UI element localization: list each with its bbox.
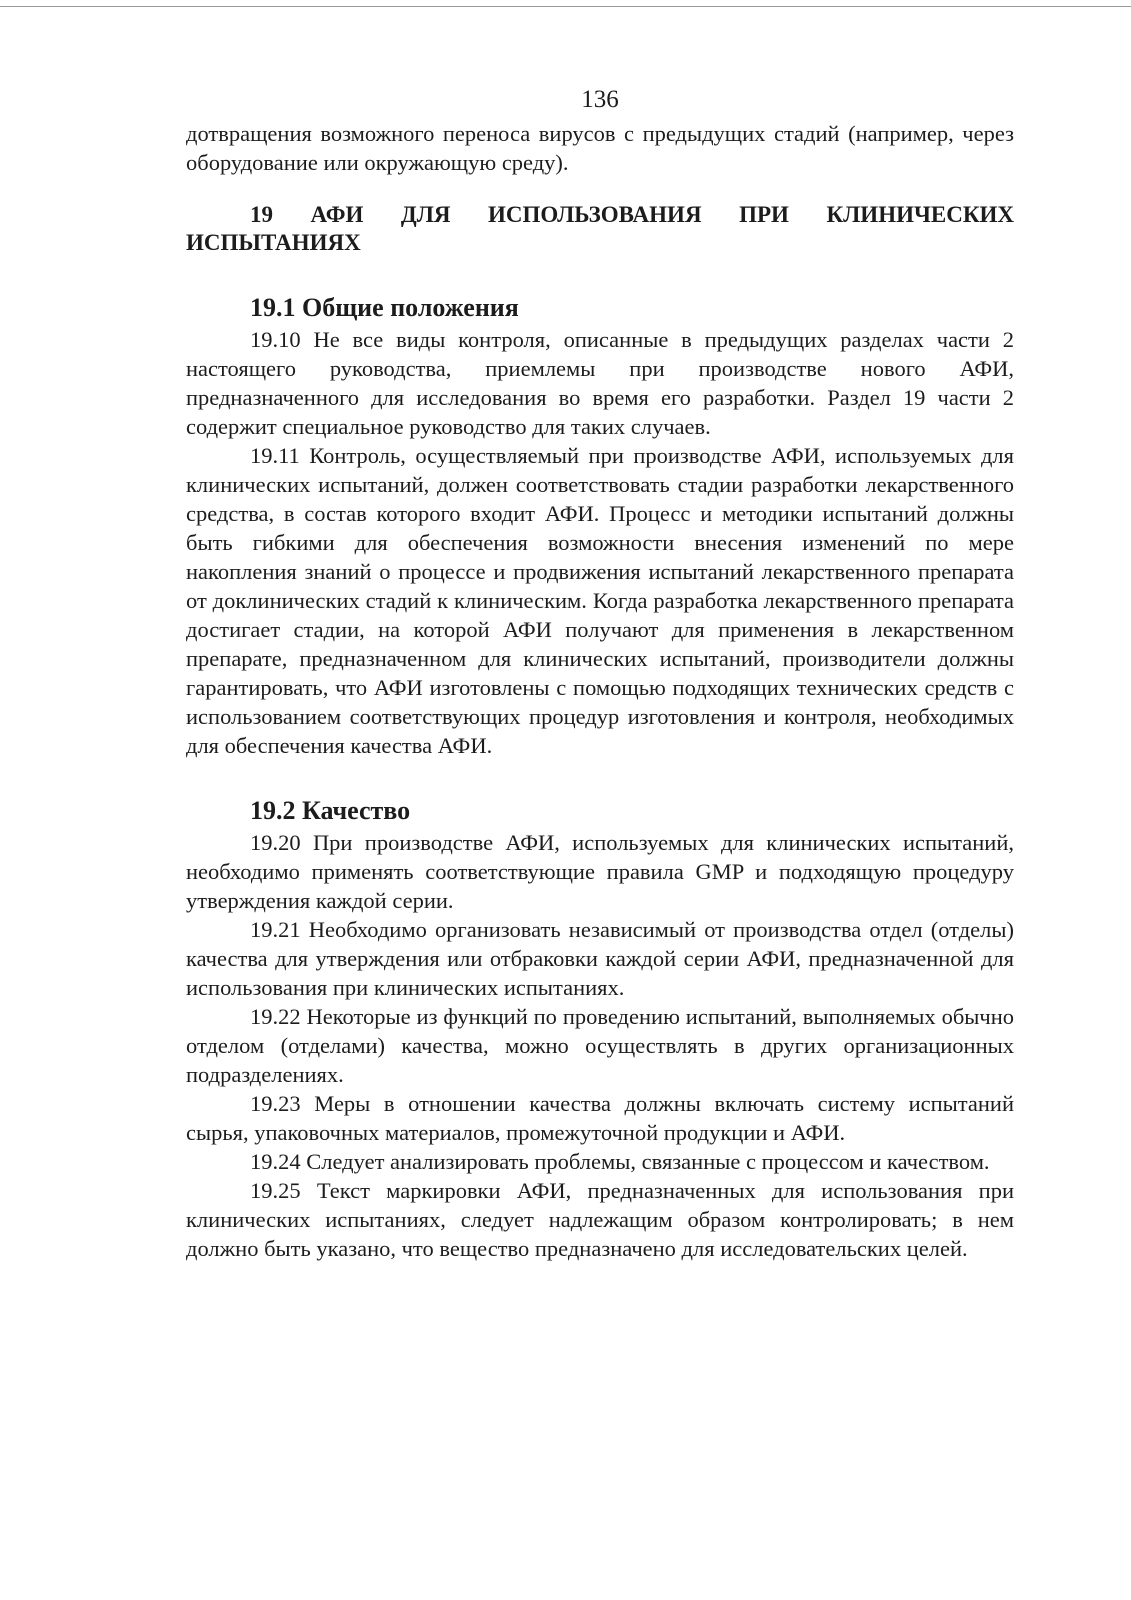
- page-number: 136: [581, 86, 619, 113]
- paragraph-19-20: 19.20 При производстве АФИ, используемых для клинических испытаний, необходимо применять соответствующие правила GMP и подходящую процедуру утверждения каждой серии.: [186, 830, 1014, 913]
- paragraph-19-22: 19.22 Некоторые из функций по проведению испытаний, выполняемых обычно отделом (отделами) качества, можно осуществлять в других организационных подразделениях.: [186, 1004, 1014, 1087]
- intro-paragraph: дотвращения возможного переноса вирусов с предыдущих стадий (например, через оборудование или окружающую среду).: [186, 121, 1014, 175]
- paragraph-19-10: 19.10 Не все виды контроля, описанные в предыдущих разделах части 2 настоящего руководства, приемлемы при производстве нового АФИ, предназначенного для исследования во время его разработки. Раздел 19 части 2 содержит специальное руководство для таких случаев.: [186, 327, 1014, 439]
- section-quality: [186, 794, 1014, 1263]
- chapter-title: 19 АФИ ДЛЯ ИСПОЛЬЗОВАНИЯ ПРИ КЛИНИЧЕСКИХ ИСПЫТАНИЯХ: [186, 202, 1014, 255]
- section-general-provisions: [186, 291, 1014, 760]
- paragraph-19-25: 19.25 Текст маркировки АФИ, предназначенных для использования при клинических испытаниях, следует надлежащим образом контролировать; в нем должно быть указано, что вещество предназначено для исследовательских целей.: [186, 1178, 1014, 1261]
- paragraph-19-24: 19.24 Следует анализировать проблемы, связанные с процессом и качеством.: [250, 1149, 990, 1174]
- section-title: 19.1 Общие положения: [250, 293, 519, 322]
- section-title: 19.2 Качество: [250, 796, 411, 825]
- document-body: [186, 119, 1014, 1263]
- paragraph-19-11: 19.11 Контроль, осуществляемый при производстве АФИ, используемых для клинических испытаний, должен соответствовать стадии разработки лекарственного средства, в состав которого входит АФИ. Процесс и методики испытаний должны быть гибкими для обеспечения возможности внесения изменений по мере накопления знаний о процессе и продвижения испытаний лекарственного препарата от доклинических стадий к клиническим. Когда разработка лекарственного препарата достигает стадии, на которой АФИ получают для применения в лекарственном препарате, предназначенном для клинических испытаний, производители должны гарантировать, что АФИ изготовлены с помощью подходящих технических средств с использованием соответствующих процедур изготовления и контроля, необходимых для обеспечения качества АФИ.: [186, 443, 1014, 758]
- paragraph-19-21: 19.21 Необходимо организовать независимый от производства отдел (отделы) качества для утверждения или отбраковки каждой серии АФИ, предназначенной для использования при клинических испытаниях.: [186, 917, 1014, 1000]
- paragraph-19-23: 19.23 Меры в отношении качества должны включать систему испытаний сырья, упаковочных материалов, промежуточной продукции и АФИ.: [186, 1091, 1014, 1145]
- scan-top-edge-line: [0, 6, 1131, 7]
